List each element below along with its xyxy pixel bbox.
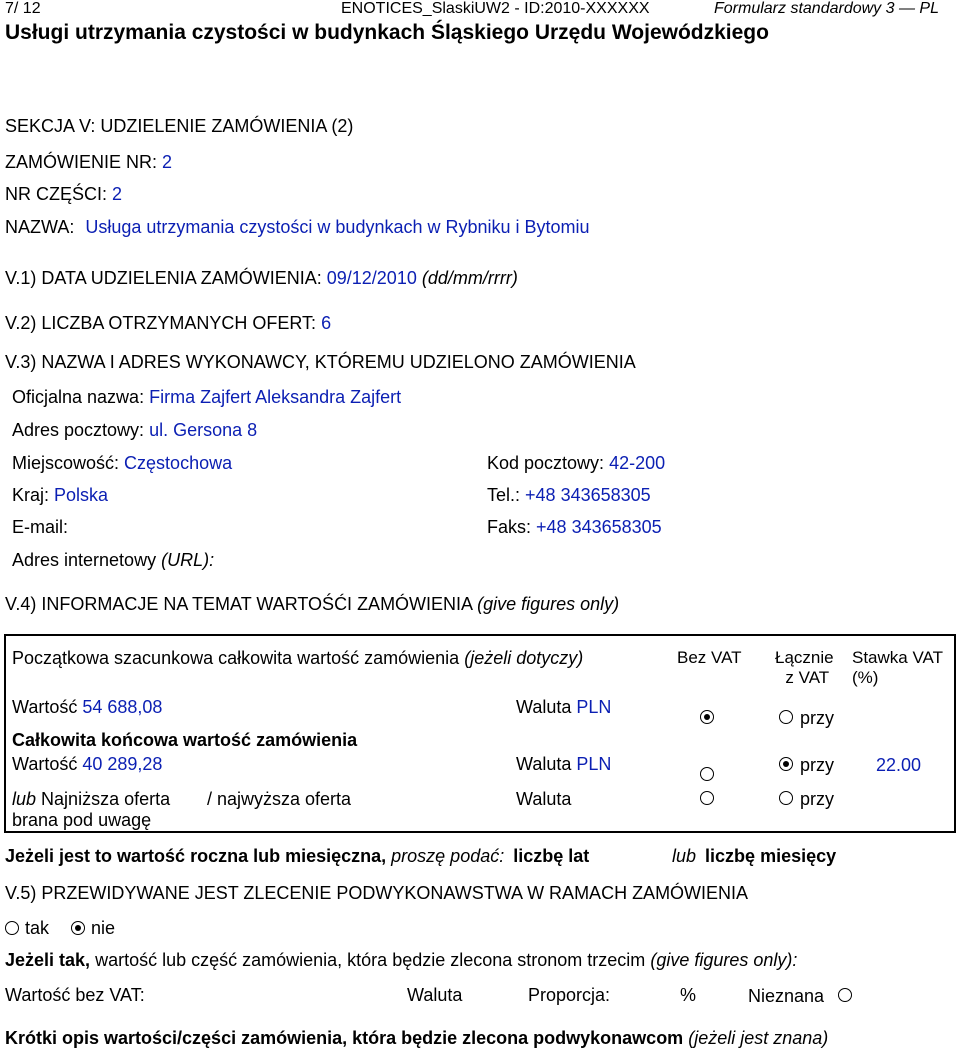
contract-name-value: Usługa utrzymania czystości w budynkach w Rybniku i Bytomiu xyxy=(85,217,590,237)
value-no-vat-label: Wartość bez VAT: xyxy=(5,985,145,1005)
part-number-value: 2 xyxy=(112,184,123,204)
final-currency-label: Waluta xyxy=(516,754,572,774)
subcontract-no-radio[interactable] xyxy=(71,921,85,935)
value-heading-label: V.4) INFORMACJE NA TEMAT WARTOŚĆI ZAMÓWIENIA xyxy=(5,594,473,614)
col-vat-rate-line1: Stawka VAT xyxy=(852,648,944,667)
initial-value-amount: 54 688,08 xyxy=(82,697,163,717)
initial-value-title xyxy=(12,648,583,669)
award-date-label: V.1) DATA UDZIELENIA ZAMÓWIENIA: xyxy=(5,268,322,288)
final-value-word: Wartość xyxy=(12,754,78,774)
part-number-label: NR CZĘŚCI: xyxy=(5,184,108,204)
city xyxy=(12,453,232,474)
percent-sign: % xyxy=(680,985,697,1005)
country-value: Polska xyxy=(54,485,109,505)
initial-currency-label: Waluta xyxy=(516,697,572,717)
offer-przy: przy xyxy=(800,789,835,809)
initial-incl-vat-radio[interactable] xyxy=(779,710,793,724)
order-number-value: 2 xyxy=(162,152,173,172)
value-heading-note: (give figures only) xyxy=(477,594,620,614)
unknown-label: Nieznana xyxy=(748,986,825,1006)
postal-address-value: ul. Gersona 8 xyxy=(149,420,258,440)
order-number-label: ZAMÓWIENIE NR: xyxy=(5,152,157,172)
annual-months xyxy=(672,846,836,867)
postal-address-label: Adres pocztowy: xyxy=(12,420,145,440)
city-label: Miejscowość: xyxy=(12,453,120,473)
phone xyxy=(487,485,651,506)
subcontract-yes-label: tak xyxy=(25,918,50,938)
offers-count xyxy=(5,313,331,334)
offer-incl-vat-radio[interactable] xyxy=(779,791,793,805)
country-label: Kraj: xyxy=(12,485,50,505)
website-suffix: (URL): xyxy=(161,550,215,570)
award-date xyxy=(5,268,518,289)
initial-currency-value: PLN xyxy=(576,697,612,717)
initial-przy: przy xyxy=(800,708,835,728)
brief-description-note: (jeżeli jest znana) xyxy=(688,1028,829,1048)
col-incl-vat-line2: z VAT xyxy=(785,667,830,687)
document-id: ENOTICES_SlaskiUW2 - ID:2010-XXXXXX xyxy=(341,0,650,17)
annual-lub: lub xyxy=(672,846,697,866)
postal-address xyxy=(12,420,257,441)
email-label: E-mail: xyxy=(12,517,69,537)
order-number xyxy=(5,152,172,173)
postal-code-label: Kod pocztowy: xyxy=(487,453,605,473)
subcontract-no-label: nie xyxy=(91,918,116,938)
official-name-value: Firma Zajfert Aleksandra Zajfert xyxy=(149,387,402,407)
city-value: Częstochowa xyxy=(124,453,233,473)
award-date-value: 09/12/2010 xyxy=(326,268,417,288)
phone-value: +48 343658305 xyxy=(525,485,651,505)
if-yes-bold: Jeżeli tak, xyxy=(5,950,91,970)
annual-months-label: liczbę miesięcy xyxy=(705,846,837,866)
final-currency-value: PLN xyxy=(576,754,612,774)
award-date-format: (dd/mm/rrrr) xyxy=(421,268,518,288)
if-yes-line xyxy=(5,950,797,971)
email xyxy=(12,517,68,538)
lowest-lub: lub xyxy=(12,789,37,809)
page-number: 7/ 12 xyxy=(5,0,41,17)
official-name xyxy=(12,387,401,408)
lowest-offer xyxy=(12,789,170,810)
final-value-title: Całkowita końcowa wartość zamówienia xyxy=(12,730,358,750)
initial-value xyxy=(12,697,162,718)
proportion-label: Proporcja: xyxy=(528,985,611,1005)
annual-please: proszę podać: xyxy=(391,846,505,866)
offer-no-vat-radio[interactable] xyxy=(700,791,714,805)
postal-code xyxy=(487,453,665,474)
initial-no-vat-radio[interactable] xyxy=(700,710,714,724)
offers-count-value: 6 xyxy=(321,313,332,333)
final-vat-rate: 22.00 xyxy=(876,755,922,775)
section-heading: SEKCJA V: UDZIELENIE ZAMÓWIENIA (2) xyxy=(5,116,354,136)
initial-value-note: (jeżeli dotyczy) xyxy=(464,648,584,668)
col-incl-vat xyxy=(775,648,834,687)
if-yes-note: (give figures only): xyxy=(650,950,798,970)
annual-line xyxy=(5,846,589,867)
value-heading xyxy=(5,594,619,615)
col-vat-rate xyxy=(852,648,943,687)
lowest-label: Najniższa oferta xyxy=(41,789,171,809)
brief-description xyxy=(5,1028,828,1049)
final-przy: przy xyxy=(800,755,835,775)
col-no-vat: Bez VAT xyxy=(677,648,742,667)
brief-description-label: Krótki opis wartości/części zamówienia, która będzie zlecona podwykonawcom xyxy=(5,1028,684,1048)
initial-currency xyxy=(516,697,611,718)
contract-name-label: NAZWA: xyxy=(5,217,75,237)
if-yes-text: wartość lub część zamówienia, która będzie zlecona stronom trzecim xyxy=(95,950,646,970)
country xyxy=(12,485,108,506)
postal-code-value: 42-200 xyxy=(609,453,666,473)
contract-name xyxy=(5,217,590,238)
document-title: Usługi utrzymania czystości w budynkach Śląskiego Urzędu Wojewódzkiego xyxy=(5,21,769,44)
highest-offer: / najwyższa oferta xyxy=(207,789,352,809)
website-label: Adres internetowy xyxy=(12,550,157,570)
final-value-amount: 40 289,28 xyxy=(82,754,163,774)
final-value xyxy=(12,754,162,775)
official-name-label: Oficjalna nazwa: xyxy=(12,387,145,407)
contractor-heading: V.3) NAZWA I ADRES WYKONAWCY, KTÓREMU UDZIELONO ZAMÓWIENIA xyxy=(5,352,636,372)
final-incl-vat-radio[interactable] xyxy=(779,757,793,771)
col-incl-vat-line1: Łącznie xyxy=(775,648,834,667)
final-no-vat-radio[interactable] xyxy=(700,767,714,781)
subcontract-heading: V.5) PRZEWIDYWANE JEST ZLECENIE PODWYKONAWSTWA W RAMACH ZAMÓWIENIA xyxy=(5,883,749,903)
form-name: Formularz standardowy 3 — PL xyxy=(714,0,939,17)
final-currency xyxy=(516,754,611,775)
subcontract-yes-radio[interactable] xyxy=(5,921,19,935)
annual-prefix: Jeżeli jest to wartość roczna lub miesięczna, xyxy=(5,846,387,866)
unknown-radio[interactable] xyxy=(838,988,852,1002)
initial-value-label: Początkowa szacunkowa całkowita wartość zamówienia xyxy=(12,648,460,668)
fax xyxy=(487,517,662,538)
considered-label: brana pod uwagę xyxy=(12,810,152,830)
initial-value-word: Wartość xyxy=(12,697,78,717)
phone-label: Tel.: xyxy=(487,485,521,505)
subcontract-currency-label: Waluta xyxy=(407,985,463,1005)
website xyxy=(12,550,214,571)
fax-label: Faks: xyxy=(487,517,532,537)
offer-currency-label: Waluta xyxy=(516,789,572,809)
offers-count-label: V.2) LICZBA OTRZYMANYCH OFERT: xyxy=(5,313,317,333)
col-vat-rate-line2: (%) xyxy=(852,667,879,687)
fax-value: +48 343658305 xyxy=(536,517,662,537)
annual-years: liczbę lat xyxy=(513,846,590,866)
part-number xyxy=(5,184,122,205)
